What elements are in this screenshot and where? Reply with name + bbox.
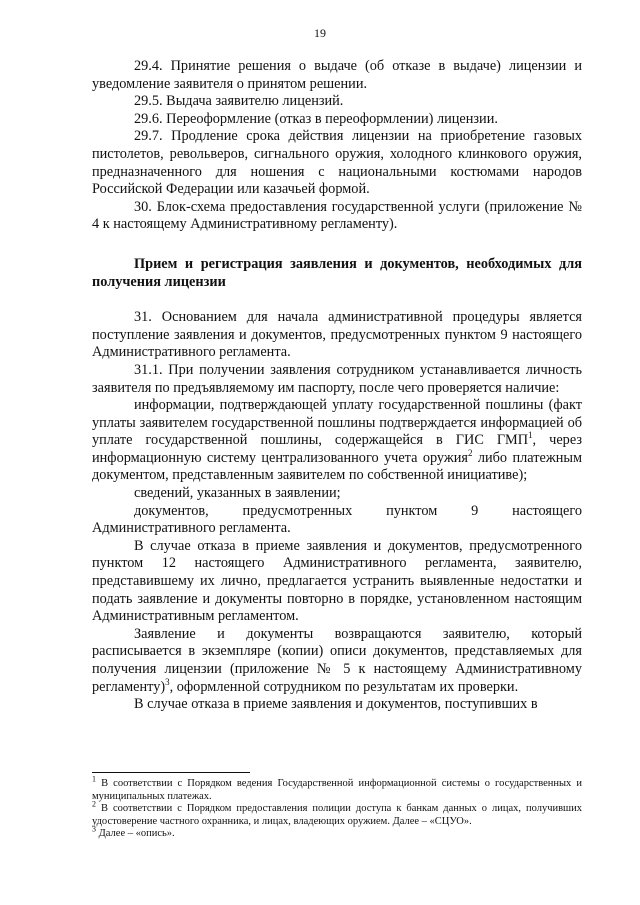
spacer <box>92 291 582 309</box>
paragraph-31: 31. Основанием для начала административной процедуры является поступление заявления и документов, предусмотренных пунктом 9 настоящего Административного регламента. <box>92 309 582 361</box>
spacer <box>92 234 582 256</box>
paragraph-documents: документов, предусмотренных пунктом 9 настоящего Административного регламента. <box>92 502 582 537</box>
paragraph-application-info: сведений, указанных в заявлении; <box>134 485 341 502</box>
footnote-mark-1: 1 <box>92 774 96 784</box>
section-heading: Прием и регистрация заявления и документов, необходимых для получения лицензии <box>92 255 582 290</box>
footnote-mark-3: 3 <box>92 824 96 834</box>
footnote-2-text: В соответствии с Порядком предоставления полиции доступа к банкам данных о лицах, получивших удостоверение частного охранника, и лицах, владеющих оружием. Далее – «СЦУО». <box>92 803 583 827</box>
paragraph-last: В случае отказа в приеме заявления и документов, поступивших в <box>134 696 538 713</box>
payment-info-text-b: , через информационную систему централизованного учета оружия <box>92 432 582 466</box>
paragraph-29-6: 29.6. Переоформление (отказ в переоформлении) лицензии. <box>134 110 498 127</box>
return-text-a: Заявление и документы возвращаются заявителю, который расписывается в экземпляре (копии) описи документов, представляемых для получения лицензии (приложение № 5 к настоящему Административному регламенту) <box>92 625 582 695</box>
payment-info-text-c: либо платежным документом, представленным заявителем по собственной инициативе); <box>92 449 582 484</box>
footnote-3-text: Далее – «опись». <box>98 828 175 840</box>
page-number: 19 <box>314 26 326 40</box>
paragraph-return <box>92 626 582 696</box>
paragraph-refusal: В случае отказа в приеме заявления и документов, предусмотренного пунктом 12 настоящего Административного регламента, заявителю, представившему их лично, предлагается устранить выявленные недостатки и подать заявление и документы повторно в порядке, установленном настоящим Административным регламентом. <box>92 537 582 625</box>
paragraph-payment-info <box>92 397 582 485</box>
footnote-1-text: В соответствии с Порядком ведения Государственной информационной системы о государственных и муниципальных платежах. <box>92 778 583 802</box>
footnote-ref-1: 1 <box>528 430 533 441</box>
paragraph-31-1: 31.1. При получении заявления сотрудником устанавливается личность заявителя по предъявляемому им паспорту, после чего проверяется наличие: <box>92 361 582 396</box>
paragraph-29-5: 29.5. Выдача заявителю лицензий. <box>134 93 344 110</box>
footnote-2 <box>92 799 583 828</box>
document-body <box>92 58 582 714</box>
paragraph-29-7: 29.7. Продление срока действия лицензии на приобретение газовых пистолетов, револьверов, сигнального оружия, холодного клинкового оружия, предназначенного для ношения с национальными костюмами народов Российской Федерации или казачьей формой. <box>92 128 582 198</box>
payment-info-text-a: информации, подтверждающей уплату государственной пошлины (факт уплаты заявителем государственной пошлины подтверждается информацией об уплате государственной пошлины, содержащейся в ГИС ГМП <box>92 397 582 449</box>
footnote-1 <box>92 774 583 803</box>
footnote-ref-2: 2 <box>468 448 473 459</box>
footnote-ref-3: 3 <box>165 676 170 687</box>
paragraph-29-4: 29.4. Принятие решения о выдаче (об отказе в выдаче) лицензии и уведомление заявителя о принятом решении. <box>92 58 582 92</box>
paragraph-30: 30. Блок-схема предоставления государственной услуги (приложение № 4 к настоящему Административному регламенту). <box>92 198 582 233</box>
footnote-3 <box>92 824 582 841</box>
footnote-separator <box>92 772 250 773</box>
footnotes <box>92 774 583 841</box>
return-text-b: , оформленной сотрудником по результатам их проверки. <box>169 678 519 695</box>
footnote-mark-2: 2 <box>92 799 96 809</box>
